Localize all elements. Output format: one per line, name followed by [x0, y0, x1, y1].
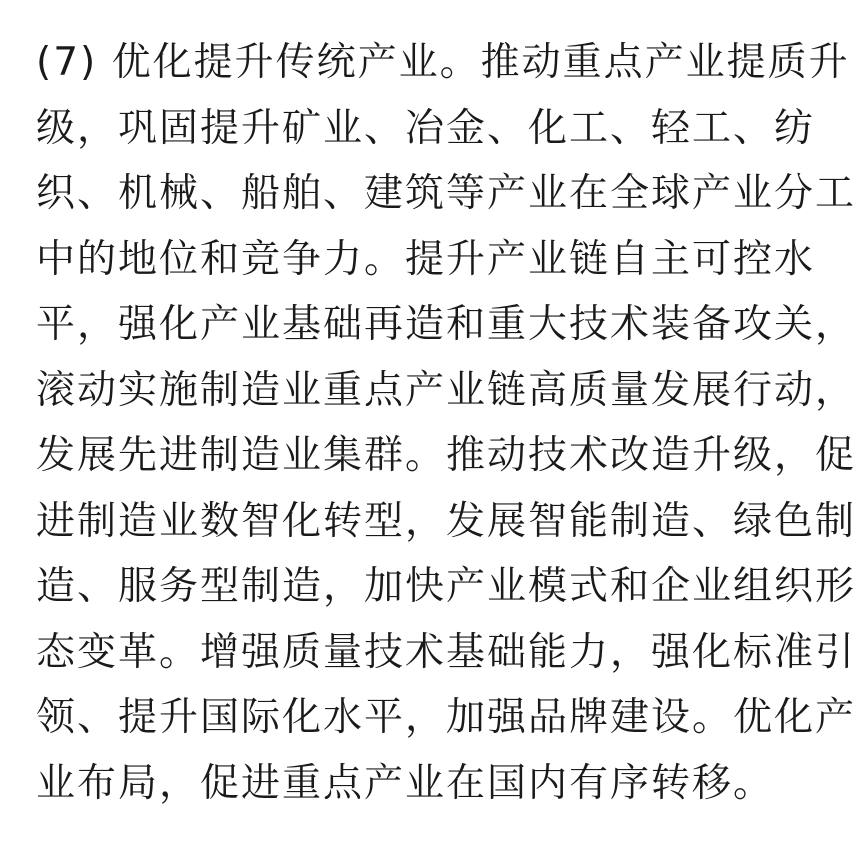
text-line: 中的地位和竞争力。提升产业链自主可控水	[36, 236, 816, 282]
text-line: 业布局，促进重点产业在国内有序转移。	[36, 760, 775, 806]
text-line: (7) 优化提升传统产业。推动重点产业提质升	[36, 40, 850, 85]
paragraph	[36, 30, 857, 816]
text-line: 级，巩固提升矿业、冶金、化工、轻工、纺	[36, 105, 816, 151]
text-line: 织、机械、船舶、建筑等产业在全球产业分工	[36, 171, 857, 216]
text-line: 平，强化产业基础再造和重大技术装备攻关，	[36, 302, 857, 347]
text-line: 领、提升国际化水平，加强品牌建设。优化产	[36, 695, 857, 740]
text-line: 滚动实施制造业重点产业链高质量发展行动，	[36, 367, 857, 413]
text-line: 进制造业数智化转型，发展智能制造、绿色制	[36, 498, 857, 544]
text-line: 发展先进制造业集群。推动技术改造升级，促	[36, 433, 857, 478]
text-line: 态变革。增强质量技术基础能力，强化标准引	[36, 629, 857, 675]
text-line: 造、服务型制造，加快产业模式和企业组织形	[36, 564, 857, 609]
